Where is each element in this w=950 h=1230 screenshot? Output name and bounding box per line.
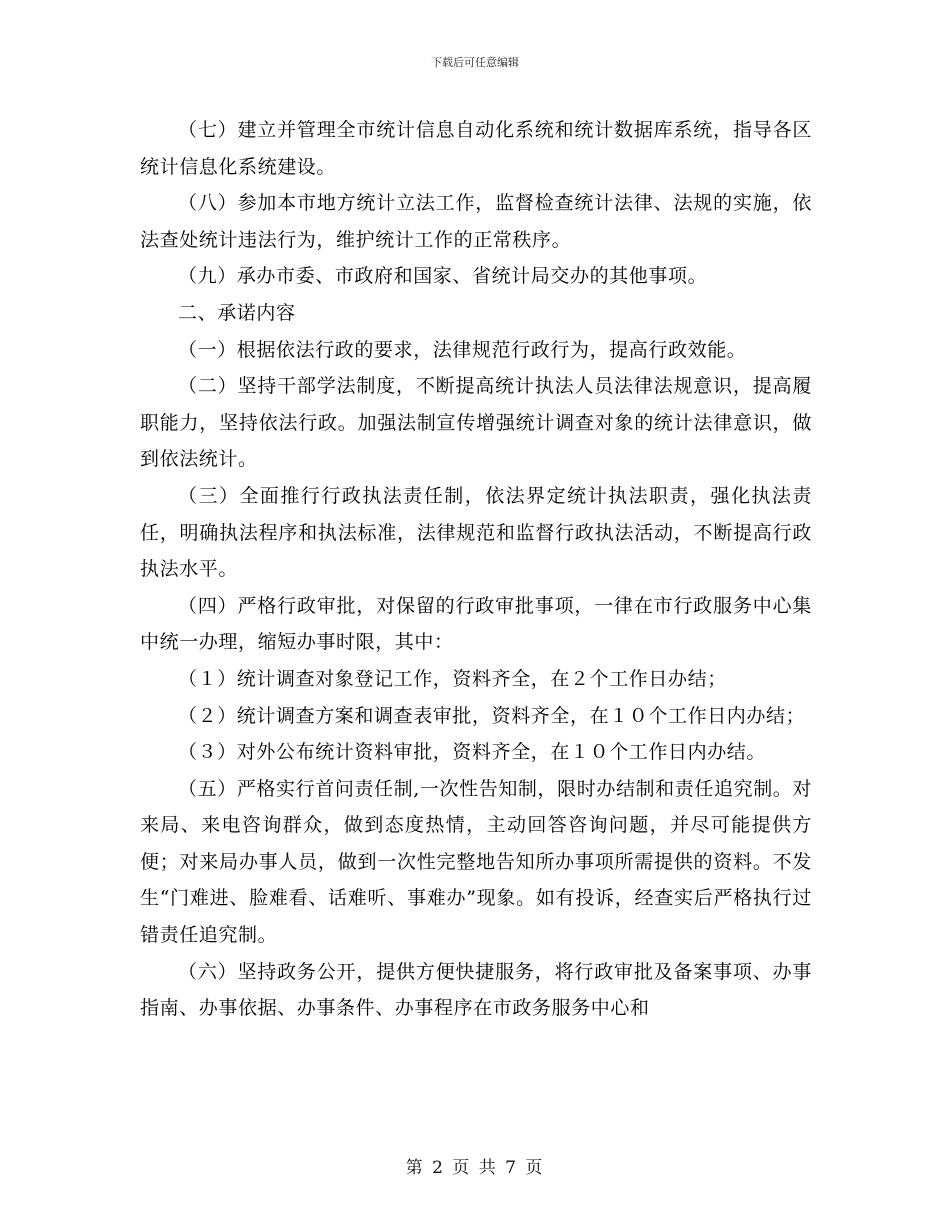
page-footer: 第 2 页 共 7 页 (405, 1158, 545, 1178)
commitment-3: （三）全面推行行政执法责任制，依法界定统计执法职责，强化执法责任，明确执法程序和执法标准，法律规范和监督行政执法活动，不断提高行政执法水平。 (140, 484, 812, 581)
page-header: 下载后可任意编辑 (431, 56, 519, 69)
paragraph-9: （九）承办市委、市政府和国家、省统计局交办的其他事项。 (178, 265, 708, 288)
commitment-2: （二）坚持干部学法制度，不断提高统计执法人员法律法规意识，提高履职能力，坚持依法行政。加强法制宣传增强统计调查对象的统计法律意识，做到依法统计。 (140, 375, 812, 471)
commitment-5: （五）严格实行首问责任制,一次性告知制，限时办结制和责任追究制。对来局、来电咨询群众，做到态度热情，主动回答咨询问题，并尽可能提供方便；对来局办事人员，做到一次性完整地告知所办事项所需提供的资料。不发生“门难进、脸难看、话难听、事难办”现象。如有投诉，经查实后严格执行过错责任追究制。 (140, 777, 812, 947)
commitment-4: （四）严格行政审批，对保留的行政审批事项，一律在市行政服务中心集中统一办理，缩短办事时限，其中： (140, 594, 812, 654)
document-body (140, 112, 812, 1027)
commitment-4-item-3: （３）对外公布统计资料审批，资料齐全，在１０个工作日内办结。 (178, 741, 767, 764)
commitment-6: （六）坚持政务公开，提供方便快捷服务，将行政审批及备案事项、办事指南、办事依据、办事条件、办事程序在市政务服务中心和 (140, 960, 812, 1020)
paragraph-7: （七）建立并管理全市统计信息自动化系统和统计数据库系统，指导各区统计信息化系统建设。 (140, 119, 812, 178)
paragraph-8: （八）参加本市地方统计立法工作，监督检查统计法律、法规的实施，依法查处统计违法行为，维护统计工作的正常秩序。 (140, 192, 812, 251)
commitment-1: （一）根据依法行政的要求，法律规范行政行为，提高行政效能。 (178, 338, 747, 361)
commitment-4-item-1: （１）统计调查对象登记工作，资料齐全，在２个工作日办结； (178, 667, 727, 690)
commitment-4-item-2: （２）统计调查方案和调查表审批，资料齐全，在１０个工作日内办结； (178, 704, 806, 727)
section-heading-commitments: 二、承诺内容 (178, 301, 296, 324)
